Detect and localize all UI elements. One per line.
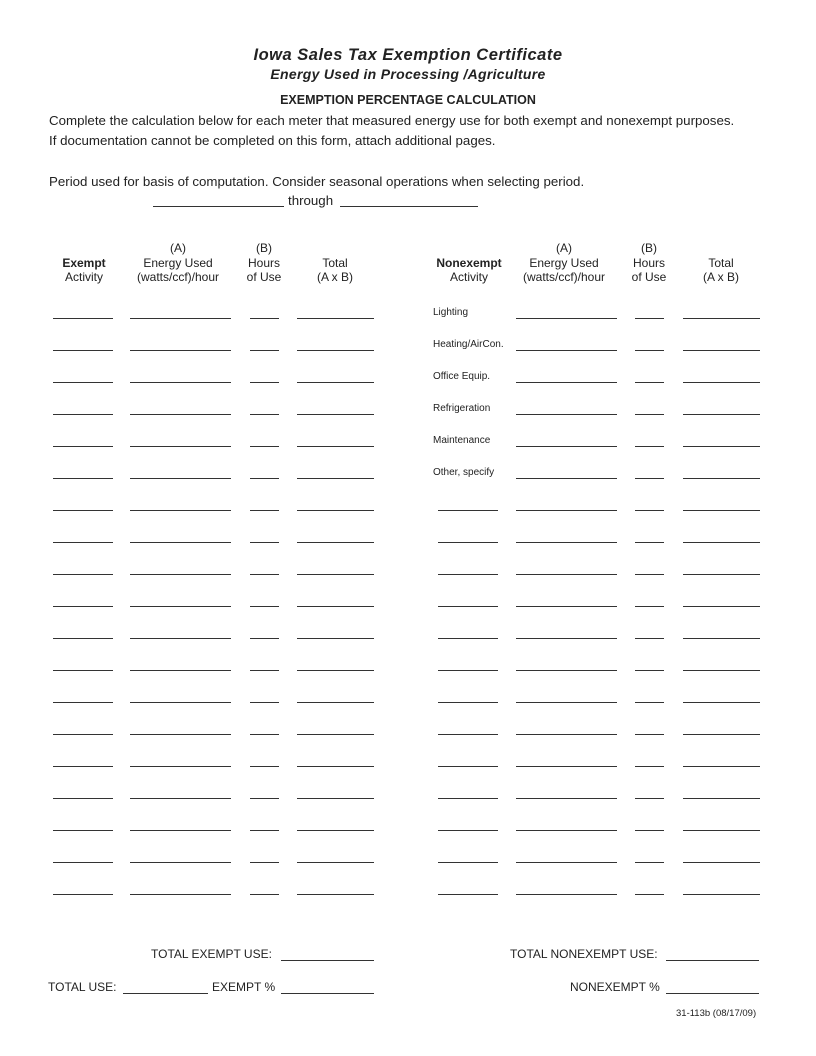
nonexempt-hours-field[interactable]: [635, 510, 664, 511]
exempt-total-field[interactable]: [297, 894, 374, 895]
exempt-pct-label: EXEMPT %: [212, 980, 276, 994]
exempt-activity-field[interactable]: [53, 542, 113, 543]
nonexempt-hours-field[interactable]: [635, 830, 664, 831]
nonexempt-hours-field[interactable]: [635, 382, 664, 383]
exempt-total-field[interactable]: [297, 350, 374, 351]
exempt-activity-field[interactable]: [53, 606, 113, 607]
exempt-total-field[interactable]: [297, 798, 374, 799]
exempt-hours-field[interactable]: [250, 478, 279, 479]
nonexempt-total-field[interactable]: [683, 606, 760, 607]
nonexempt-total-field[interactable]: [683, 510, 760, 511]
exempt-hours-field[interactable]: [250, 702, 279, 703]
exempt-total-field[interactable]: [297, 702, 374, 703]
nonexempt-activity-field[interactable]: [438, 830, 498, 831]
nonexempt-total-field[interactable]: [683, 414, 760, 415]
nonexempt-energy-field[interactable]: [516, 478, 617, 479]
exempt-hours-field[interactable]: [250, 734, 279, 735]
nonexempt-energy-header: (A) Energy Used (watts/ccf)/hour: [522, 241, 606, 284]
exempt-activity-header: Exempt Activity: [62, 255, 106, 284]
nonexempt-energy-field[interactable]: [516, 702, 617, 703]
nonexempt-energy-field[interactable]: [516, 414, 617, 415]
nonexempt-hours-field[interactable]: [635, 350, 664, 351]
nonexempt-total-header: Total (A x B): [702, 255, 739, 284]
nonexempt-energy-field[interactable]: [516, 574, 617, 575]
nonexempt-hours-field[interactable]: [635, 734, 664, 735]
exempt-total-field[interactable]: [297, 606, 374, 607]
exempt-activity-field[interactable]: [53, 702, 113, 703]
nonexempt-energy-field[interactable]: [516, 798, 617, 799]
nonexempt-activity-field[interactable]: [438, 574, 498, 575]
nonexempt-hours-field[interactable]: [635, 606, 664, 607]
exempt-activity-field[interactable]: [53, 734, 113, 735]
nonexempt-energy-field[interactable]: [516, 446, 617, 447]
exempt-hours-field[interactable]: [250, 670, 279, 671]
nonexempt-energy-field[interactable]: [516, 638, 617, 639]
nonexempt-energy-field[interactable]: [516, 862, 617, 863]
exempt-hours-field[interactable]: [250, 574, 279, 575]
nonexempt-total-field[interactable]: [683, 830, 760, 831]
nonexempt-energy-field[interactable]: [516, 894, 617, 895]
period-instruction: Period used for basis of computation. Consider seasonal operations when selecting period.: [49, 174, 585, 189]
nonexempt-activity-field[interactable]: [438, 798, 498, 799]
nonexempt-hours-field[interactable]: [635, 702, 664, 703]
nonexempt-total-field[interactable]: [683, 574, 760, 575]
exempt-total-field[interactable]: [297, 542, 374, 543]
exempt-energy-field[interactable]: [130, 446, 231, 447]
exempt-activity-field[interactable]: [53, 478, 113, 479]
nonexempt-total-field[interactable]: [683, 670, 760, 671]
exempt-energy-field[interactable]: [130, 862, 231, 863]
nonexempt-hours-field[interactable]: [635, 862, 664, 863]
exempt-activity-field[interactable]: [53, 574, 113, 575]
exempt-energy-field[interactable]: [130, 638, 231, 639]
nonexempt-activity-label: Lighting: [433, 307, 469, 318]
exempt-energy-field[interactable]: [130, 478, 231, 479]
nonexempt-hours-field[interactable]: [635, 542, 664, 543]
nonexempt-energy-field[interactable]: [516, 734, 617, 735]
nonexempt-energy-field[interactable]: [516, 542, 617, 543]
nonexempt-activity-field[interactable]: [438, 862, 498, 863]
exempt-total-field[interactable]: [297, 638, 374, 639]
exempt-activity-field[interactable]: [53, 318, 113, 319]
nonexempt-total-field[interactable]: [683, 702, 760, 703]
nonexempt-activity-field[interactable]: [438, 766, 498, 767]
exempt-total-field[interactable]: [297, 862, 374, 863]
exempt-activity-field[interactable]: [53, 798, 113, 799]
period-end-field[interactable]: [340, 206, 478, 207]
exempt-energy-field[interactable]: [130, 606, 231, 607]
nonexempt-activity-field[interactable]: [438, 606, 498, 607]
nonexempt-energy-field[interactable]: [516, 382, 617, 383]
nonexempt-total-field[interactable]: [683, 798, 760, 799]
exempt-hours-field[interactable]: [250, 606, 279, 607]
exempt-total-field[interactable]: [297, 574, 374, 575]
exempt-energy-field[interactable]: [130, 414, 231, 415]
nonexempt-total-field[interactable]: [683, 766, 760, 767]
exempt-total-field[interactable]: [297, 414, 374, 415]
exempt-activity-field[interactable]: [53, 830, 113, 831]
nonexempt-activity-header: Nonexempt Activity: [436, 255, 502, 284]
exempt-hours-header: (B) Hours of Use: [246, 241, 282, 284]
nonexempt-hours-field[interactable]: [635, 478, 664, 479]
exempt-hours-field[interactable]: [250, 414, 279, 415]
exempt-activity-field[interactable]: [53, 414, 113, 415]
nonexempt-hours-field[interactable]: [635, 446, 664, 447]
exempt-activity-field[interactable]: [53, 638, 113, 639]
nonexempt-activity-field[interactable]: [438, 542, 498, 543]
nonexempt-activity-label: Refrigeration: [433, 403, 491, 414]
nonexempt-activity-label: Other, specify: [433, 467, 495, 478]
nonexempt-activity-field[interactable]: [438, 510, 498, 511]
nonexempt-hours-field[interactable]: [635, 574, 664, 575]
exempt-activity-field[interactable]: [53, 510, 113, 511]
exempt-pct-field[interactable]: [281, 993, 374, 994]
nonexempt-total-field[interactable]: [683, 542, 760, 543]
nonexempt-activity-field[interactable]: [438, 702, 498, 703]
nonexempt-activity-label: Maintenance: [433, 435, 491, 446]
exempt-hours-field[interactable]: [250, 446, 279, 447]
instruction-line-2: If documentation cannot be completed on this form, attach additional pages.: [49, 133, 496, 148]
exempt-activity-field[interactable]: [53, 766, 113, 767]
exempt-energy-field[interactable]: [130, 766, 231, 767]
exempt-total-field[interactable]: [297, 478, 374, 479]
exempt-hours-field[interactable]: [250, 318, 279, 319]
nonexempt-activity-field[interactable]: [438, 638, 498, 639]
nonexempt-hours-field[interactable]: [635, 318, 664, 319]
exempt-total-field[interactable]: [297, 830, 374, 831]
nonexempt-total-field[interactable]: [683, 382, 760, 383]
exempt-energy-field[interactable]: [130, 702, 231, 703]
nonexempt-hours-field[interactable]: [635, 798, 664, 799]
exempt-hours-field[interactable]: [250, 510, 279, 511]
exempt-hours-field[interactable]: [250, 830, 279, 831]
nonexempt-hours-field[interactable]: [635, 894, 664, 895]
exempt-total-field[interactable]: [297, 382, 374, 383]
form-number: 31-113b (08/17/09): [676, 1008, 757, 1019]
exempt-energy-field[interactable]: [130, 734, 231, 735]
nonexempt-energy-field[interactable]: [516, 670, 617, 671]
exempt-activity-field[interactable]: [53, 670, 113, 671]
nonexempt-activity-field[interactable]: [438, 734, 498, 735]
nonexempt-total-field[interactable]: [683, 638, 760, 639]
nonexempt-total-field[interactable]: [683, 350, 760, 351]
period-start-field[interactable]: [153, 206, 284, 207]
nonexempt-hours-field[interactable]: [635, 414, 664, 415]
total-use-label: TOTAL USE:: [48, 980, 117, 994]
nonexempt-hours-field[interactable]: [635, 670, 664, 671]
nonexempt-energy-field[interactable]: [516, 350, 617, 351]
total-nonexempt-use-field[interactable]: [666, 960, 759, 961]
exempt-energy-header: (A) Energy Used (watts/ccf)/hour: [136, 241, 220, 284]
nonexempt-hours-header: (B) Hours of Use: [631, 241, 667, 284]
nonexempt-energy-field[interactable]: [516, 510, 617, 511]
nonexempt-energy-field[interactable]: [516, 318, 617, 319]
exempt-hours-field[interactable]: [250, 350, 279, 351]
nonexempt-energy-field[interactable]: [516, 830, 617, 831]
exempt-hours-field[interactable]: [250, 638, 279, 639]
nonexempt-total-field[interactable]: [683, 894, 760, 895]
exempt-hours-field[interactable]: [250, 542, 279, 543]
exempt-energy-field[interactable]: [130, 894, 231, 895]
nonexempt-energy-field[interactable]: [516, 606, 617, 607]
nonexempt-pct-field[interactable]: [666, 993, 759, 994]
nonexempt-total-field[interactable]: [683, 318, 760, 319]
nonexempt-hours-field[interactable]: [635, 766, 664, 767]
nonexempt-total-field[interactable]: [683, 446, 760, 447]
exempt-energy-field[interactable]: [130, 670, 231, 671]
exempt-activity-field[interactable]: [53, 446, 113, 447]
exempt-hours-field[interactable]: [250, 862, 279, 863]
nonexempt-total-field[interactable]: [683, 734, 760, 735]
nonexempt-energy-field[interactable]: [516, 766, 617, 767]
exempt-total-field[interactable]: [297, 766, 374, 767]
exempt-energy-field[interactable]: [130, 318, 231, 319]
nonexempt-pct-label: NONEXEMPT %: [570, 980, 660, 994]
exempt-activity-field[interactable]: [53, 894, 113, 895]
total-exempt-use-label: TOTAL EXEMPT USE:: [151, 947, 272, 961]
exempt-activity-field[interactable]: [53, 862, 113, 863]
nonexempt-hours-field[interactable]: [635, 638, 664, 639]
form-subtitle: Energy Used in Processing /Agriculture: [270, 66, 546, 82]
exempt-energy-field[interactable]: [130, 574, 231, 575]
nonexempt-activity-label: Office Equip.: [433, 371, 491, 382]
exempt-total-field[interactable]: [297, 734, 374, 735]
exempt-energy-field[interactable]: [130, 830, 231, 831]
exempt-total-header: Total (A x B): [316, 255, 353, 284]
exempt-total-field[interactable]: [297, 318, 374, 319]
form-title: Iowa Sales Tax Exemption Certificate: [253, 46, 563, 64]
section-title: EXEMPTION PERCENTAGE CALCULATION: [280, 93, 536, 107]
exempt-energy-field[interactable]: [130, 542, 231, 543]
exempt-total-field[interactable]: [297, 670, 374, 671]
nonexempt-activity-field[interactable]: [438, 670, 498, 671]
nonexempt-activity-field[interactable]: [438, 894, 498, 895]
exempt-energy-field[interactable]: [130, 510, 231, 511]
exempt-hours-field[interactable]: [250, 894, 279, 895]
total-use-field[interactable]: [123, 993, 208, 994]
exempt-energy-field[interactable]: [130, 798, 231, 799]
nonexempt-activity-label: Heating/AirCon.: [433, 339, 504, 350]
nonexempt-total-field[interactable]: [683, 478, 760, 479]
exempt-hours-field[interactable]: [250, 766, 279, 767]
exempt-energy-field[interactable]: [130, 382, 231, 383]
nonexempt-total-field[interactable]: [683, 862, 760, 863]
exempt-hours-field[interactable]: [250, 382, 279, 383]
exempt-activity-field[interactable]: [53, 382, 113, 383]
exempt-hours-field[interactable]: [250, 798, 279, 799]
total-exempt-use-field[interactable]: [281, 960, 374, 961]
instruction-line-1: Complete the calculation below for each meter that measured energy use for both exempt and nonexempt purposes.: [49, 113, 735, 128]
exempt-total-field[interactable]: [297, 446, 374, 447]
exempt-total-field[interactable]: [297, 510, 374, 511]
through-label: through: [288, 193, 334, 208]
exempt-activity-field[interactable]: [53, 350, 113, 351]
exempt-energy-field[interactable]: [130, 350, 231, 351]
total-nonexempt-use-label: TOTAL NONEXEMPT USE:: [510, 947, 658, 961]
